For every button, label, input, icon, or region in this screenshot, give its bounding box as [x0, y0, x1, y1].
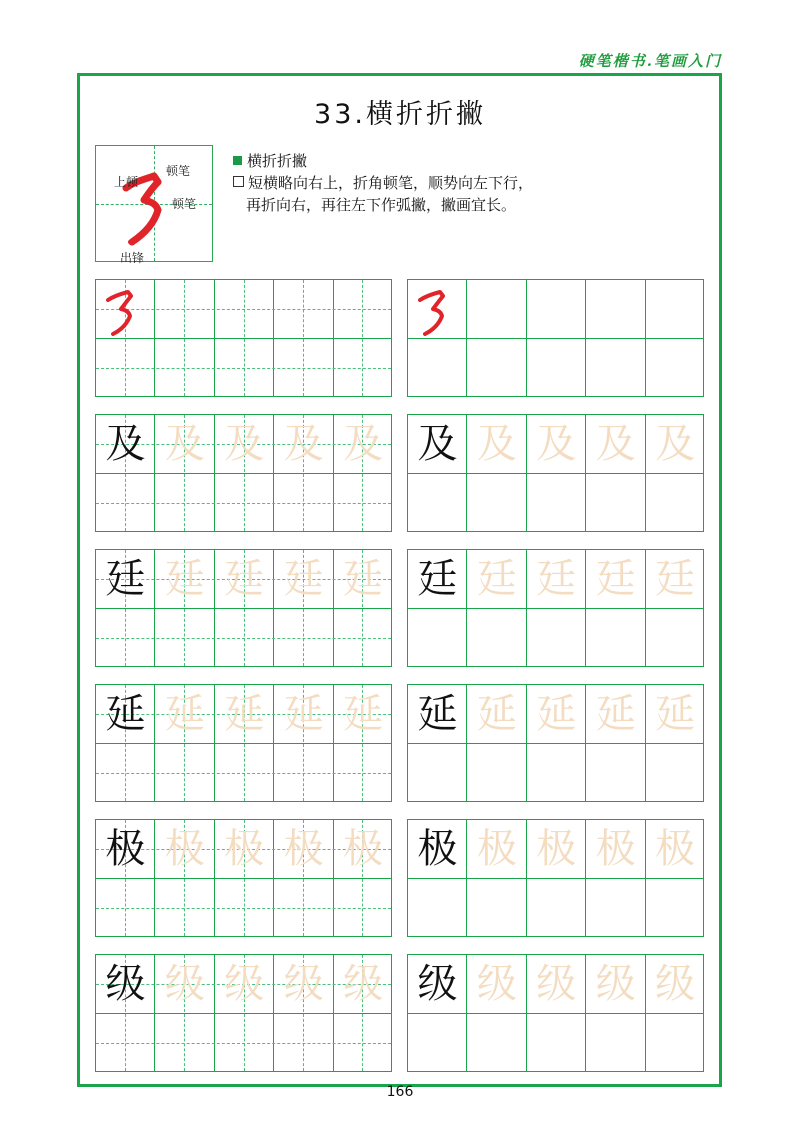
trace-character: 及 [536, 421, 577, 467]
trace-character: 廷 [536, 556, 577, 602]
practice-grid [407, 954, 704, 1072]
model-character: 级 [417, 961, 458, 1007]
stroke-description [233, 150, 533, 216]
grid-col-divider [585, 280, 586, 396]
square-bullet-icon [233, 156, 242, 165]
trace-character: 级 [224, 961, 265, 1007]
trace-character: 廷 [476, 556, 517, 602]
trace-character: 极 [164, 826, 205, 872]
trace-character: 极 [476, 826, 517, 872]
grid-dashed-guide [96, 503, 391, 504]
stroke-sample-glyph [408, 280, 467, 339]
model-character: 级 [105, 961, 146, 1007]
model-character: 廷 [105, 556, 146, 602]
trace-character: 及 [476, 421, 517, 467]
grid-dashed-guide [96, 638, 391, 639]
trace-character: 级 [164, 961, 205, 1007]
trace-character: 级 [343, 961, 384, 1007]
model-character: 延 [417, 691, 458, 737]
grid-dashed-guide [96, 773, 391, 774]
trace-character: 及 [164, 421, 205, 467]
practice-grid [407, 684, 704, 802]
trace-character: 廷 [655, 556, 696, 602]
label-top-right: 顿笔 [166, 164, 191, 178]
model-character: 极 [105, 826, 146, 872]
trace-character: 极 [595, 826, 636, 872]
page-number: 166 [386, 1084, 414, 1100]
practice-grid [95, 414, 392, 532]
grid-dashed-guide [96, 368, 391, 369]
desc-line-2: 再折向右，再往左下作弧撇，撇画宜长。 [246, 196, 517, 214]
stroke-example-glyph [96, 146, 214, 263]
grid-dashed-guide [303, 280, 304, 396]
trace-character: 级 [655, 961, 696, 1007]
trace-character: 极 [536, 826, 577, 872]
grid-col-divider [526, 280, 527, 396]
trace-character: 廷 [595, 556, 636, 602]
practice-grid [407, 414, 704, 532]
checkbox-icon [233, 176, 244, 187]
trace-character: 延 [476, 691, 517, 737]
practice-grid [95, 954, 392, 1072]
trace-character: 廷 [164, 556, 205, 602]
practice-grid [407, 279, 704, 397]
label-mid-right: 顿笔 [172, 197, 197, 211]
grid-col-divider [333, 280, 334, 396]
trace-character: 极 [343, 826, 384, 872]
model-character: 及 [417, 421, 458, 467]
trace-character: 廷 [343, 556, 384, 602]
page-title: 33.横折折撇 [314, 99, 486, 130]
trace-character: 极 [283, 826, 324, 872]
model-character: 极 [417, 826, 458, 872]
trace-character: 延 [224, 691, 265, 737]
trace-character: 极 [224, 826, 265, 872]
trace-character: 延 [164, 691, 205, 737]
trace-character: 延 [536, 691, 577, 737]
trace-character: 及 [595, 421, 636, 467]
practice-grid [95, 549, 392, 667]
grid-dashed-guide [184, 280, 185, 396]
desc-heading: 横折折撇 [247, 152, 308, 170]
trace-character: 延 [343, 691, 384, 737]
trace-character: 及 [655, 421, 696, 467]
book-header: 硬笔楷书.笔画入门 [578, 52, 722, 70]
practice-grid [95, 279, 392, 397]
label-bottom: 出锋 [120, 251, 145, 265]
grid-col-divider [273, 280, 274, 396]
model-character: 及 [105, 421, 146, 467]
trace-character: 级 [536, 961, 577, 1007]
grid-dashed-guide [96, 908, 391, 909]
grid-dashed-guide [96, 1043, 391, 1044]
trace-character: 廷 [224, 556, 265, 602]
stroke-sample-glyph [96, 280, 155, 339]
stroke-demo-box [95, 145, 213, 265]
trace-character: 延 [655, 691, 696, 737]
trace-character: 级 [283, 961, 324, 1007]
model-character: 延 [105, 691, 146, 737]
model-character: 廷 [417, 556, 458, 602]
practice-grid [407, 819, 704, 937]
trace-character: 延 [283, 691, 324, 737]
trace-character: 及 [283, 421, 324, 467]
trace-character: 级 [476, 961, 517, 1007]
trace-character: 延 [595, 691, 636, 737]
trace-character: 及 [343, 421, 384, 467]
practice-grid [407, 549, 704, 667]
trace-character: 廷 [283, 556, 324, 602]
trace-character: 极 [655, 826, 696, 872]
grid-dashed-guide [244, 280, 245, 396]
label-top-left: 上顿 [114, 175, 139, 189]
grid-col-divider [645, 280, 646, 396]
grid-col-divider [214, 280, 215, 396]
trace-character: 级 [595, 961, 636, 1007]
trace-character: 及 [224, 421, 265, 467]
practice-grid [95, 819, 392, 937]
desc-line-1: 短横略向右上，折角顿笔，顺势向左下行， [248, 174, 534, 192]
practice-grid [95, 684, 392, 802]
grid-dashed-guide [362, 280, 363, 396]
